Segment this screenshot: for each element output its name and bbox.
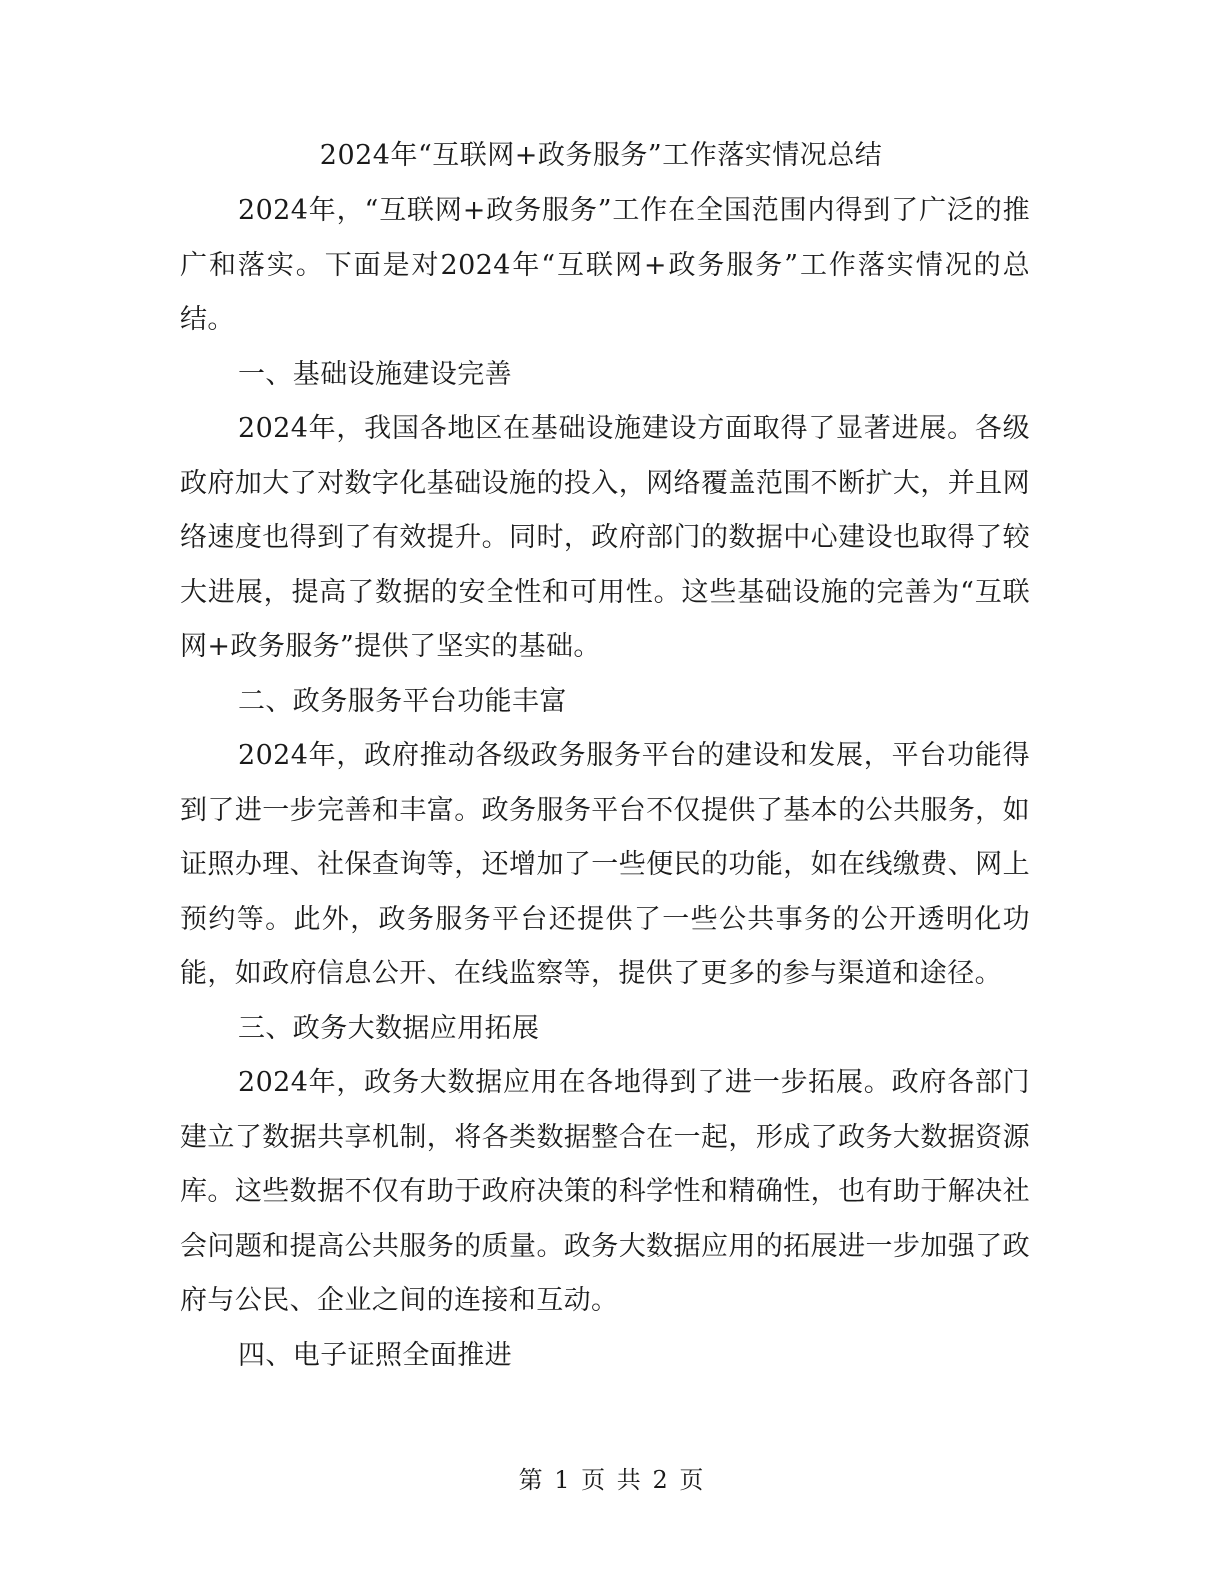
document-page — [180, 130, 1030, 1383]
document-title: 2024年“互联网+政务服务”工作落实情况总结 — [319, 140, 883, 171]
section-body-3: 2024年，政务大数据应用在各地得到了进一步拓展。政府各部门建立了数据共享机制，将各类数据整合在一起，形成了政务大数据资源库。这些数据不仅有助于政府决策的科学性和精确性，也有助于解决社会问题和提高公共服务的质量。政务大数据应用的拓展进一步加强了政府与公民、企业之间的连接和互动。 — [180, 1067, 1030, 1316]
page-number-footer: 第 1 页 共 2 页 — [518, 1466, 706, 1494]
section-heading-1: 一、基础设施建设完善 — [238, 358, 512, 390]
section-heading-4: 四、电子证照全面推进 — [238, 1339, 512, 1371]
section-heading-3: 三、政务大数据应用拓展 — [238, 1012, 540, 1044]
intro-paragraph: 2024年，“互联网+政务服务”工作在全国范围内得到了广泛的推广和落实。下面是对2024年“互联网+政务服务”工作落实情况的总结。 — [180, 195, 1030, 335]
section-body-2: 2024年，政府推动各级政务服务平台的建设和发展，平台功能得到了进一步完善和丰富。政务服务平台不仅提供了基本的公共服务，如证照办理、社保查询等，还增加了一些便民的功能，如在线缴费、网上预约等。此外，政务服务平台还提供了一些公共事务的公开透明化功能，如政府信息公开、在线监察等，提供了更多的参与渠道和途径。 — [180, 740, 1030, 989]
section-body-1: 2024年，我国各地区在基础设施建设方面取得了显著进展。各级政府加大了对数字化基础设施的投入，网络覆盖范围不断扩大，并且网络速度也得到了有效提升。同时，政府部门的数据中心建设也取得了较大进展，提高了数据的安全性和可用性。这些基础设施的完善为“互联网+政务服务”提供了坚实的基础。 — [180, 413, 1030, 662]
section-heading-2: 二、政务服务平台功能丰富 — [238, 685, 567, 717]
